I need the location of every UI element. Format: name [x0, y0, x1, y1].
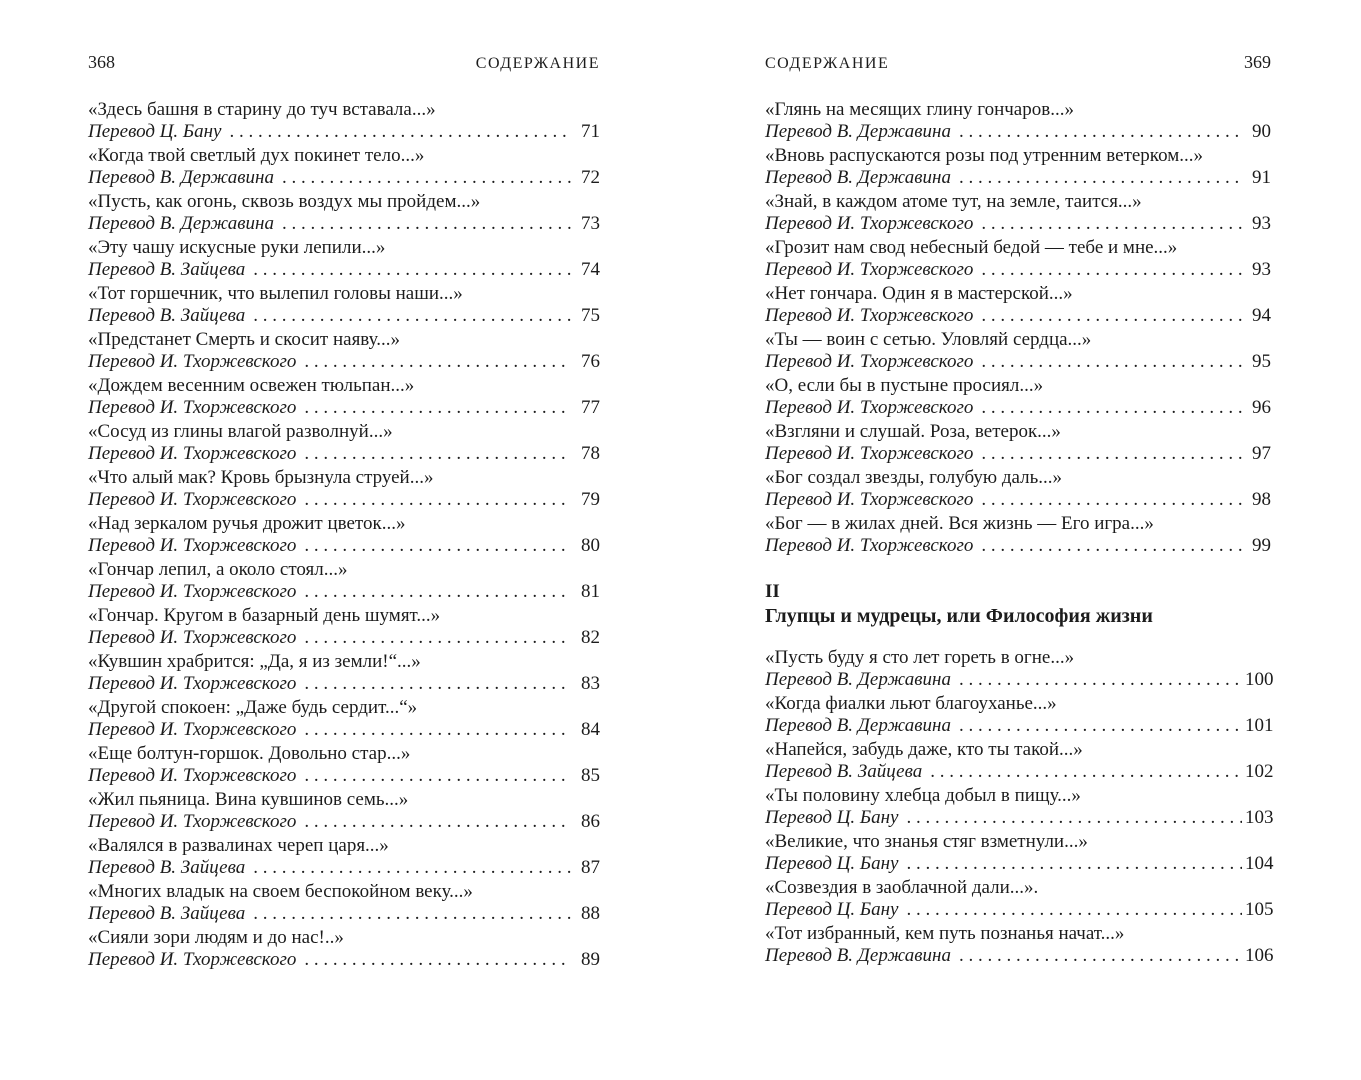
running-head-left	[88, 52, 600, 73]
poem-title: «Созвездия в заоблачной дали...».	[765, 877, 1039, 898]
translator: Перевод Ц. Бану	[88, 121, 222, 142]
toc-entry-line	[88, 167, 600, 189]
dot-leader	[304, 581, 571, 603]
dot-leader	[981, 535, 1242, 557]
translator: Перевод И. Тхоржевского	[765, 535, 974, 556]
poem-title: «Сосуд из глины влагой разволнуй...»	[88, 421, 393, 442]
entry-page-number: 98	[1252, 489, 1271, 510]
toc-entry-line	[88, 443, 600, 465]
entry-page-number: 90	[1252, 121, 1271, 142]
entry-page-number: 105	[1245, 899, 1274, 920]
toc-entry-line	[88, 949, 600, 971]
dot-leader	[981, 259, 1242, 281]
toc-entry	[765, 785, 1274, 829]
poem-title: «Бог — в жилах дней. Вся жизнь — Его игра...»	[765, 513, 1154, 534]
entry-page-number: 101	[1245, 715, 1274, 736]
poem-title: «Когда твой светлый дух покинет тело...»	[88, 145, 425, 166]
toc-entry-line	[765, 669, 1274, 691]
poem-title: «О, если бы в пустыне просиял...»	[765, 375, 1044, 396]
toc-entry	[765, 237, 1271, 281]
dot-leader	[959, 715, 1242, 737]
dot-leader	[229, 121, 571, 143]
toc-entry-line	[88, 121, 600, 143]
toc-entry	[88, 513, 600, 557]
toc-entry-line	[765, 121, 1271, 143]
poem-title: «Кувшин храбрится: „Да, я из земли!“...»	[88, 651, 421, 672]
translator: Перевод И. Тхоржевского	[765, 443, 974, 464]
toc-entry	[765, 831, 1274, 875]
toc-entry-line	[88, 673, 600, 695]
poem-title: «Нет гончара. Один я в мастерской...»	[765, 283, 1073, 304]
toc-entry-line	[765, 443, 1271, 465]
toc-entry	[88, 99, 600, 143]
poem-title: «Дождем весенним освежен тюльпан...»	[88, 375, 415, 396]
toc-entry	[88, 697, 600, 741]
dot-leader	[304, 673, 571, 695]
dot-leader	[981, 489, 1242, 511]
dot-leader	[906, 853, 1242, 875]
page-369	[765, 52, 1274, 973]
dot-leader	[304, 811, 571, 833]
entry-page-number: 73	[581, 213, 600, 234]
toc-entry-line	[88, 351, 600, 373]
toc-entry-line	[88, 857, 600, 879]
dot-leader	[959, 945, 1242, 967]
toc-entry-line	[88, 581, 600, 603]
toc-entry-line	[88, 765, 600, 787]
entry-page-number: 79	[581, 489, 600, 510]
dot-leader	[304, 949, 571, 971]
entry-page-number: 100	[1245, 669, 1274, 690]
toc-entry	[765, 375, 1271, 419]
poem-title: «Многих владык на своем беспокойном веку...»	[88, 881, 473, 902]
toc-entry	[88, 651, 600, 695]
poem-title: «Пусть, как огонь, сквозь воздух мы пройдем...»	[88, 191, 481, 212]
dot-leader	[304, 397, 571, 419]
translator: Перевод И. Тхоржевского	[88, 443, 297, 464]
entry-page-number: 83	[581, 673, 600, 694]
toc-entry-line	[765, 167, 1271, 189]
poem-title: «Ты половину хлебца добыл в пищу...»	[765, 785, 1081, 806]
toc-entry	[88, 605, 600, 649]
translator: Перевод И. Тхоржевского	[765, 351, 974, 372]
poem-title: «Напейся, забудь даже, кто ты такой...»	[765, 739, 1083, 760]
translator: Перевод И. Тхоржевского	[765, 397, 974, 418]
translator: Перевод В. Зайцева	[88, 857, 246, 878]
dot-leader	[304, 627, 571, 649]
entry-page-number: 99	[1252, 535, 1271, 556]
poem-title: «Грозит нам свод небесный бедой — тебе и мне...»	[765, 237, 1178, 258]
translator: Перевод И. Тхоржевского	[88, 719, 297, 740]
toc-entry	[765, 191, 1271, 235]
toc-entry	[88, 927, 600, 971]
entry-page-number: 102	[1245, 761, 1274, 782]
poem-title: «Ты — воин с сетью. Уловляй сердца...»	[765, 329, 1092, 350]
toc-entry	[88, 743, 600, 787]
dot-leader	[282, 213, 571, 235]
dot-leader	[981, 351, 1242, 373]
poem-title: «Предстанет Смерть и скосит наяву...»	[88, 329, 400, 350]
toc-entry-line	[765, 259, 1271, 281]
entry-page-number: 87	[581, 857, 600, 878]
toc-entry-line	[765, 397, 1271, 419]
poem-title: «Взгляни и слушай. Роза, ветерок...»	[765, 421, 1061, 442]
translator: Перевод Ц. Бану	[765, 853, 899, 874]
translator: Перевод И. Тхоржевского	[88, 351, 297, 372]
toc-entry	[88, 375, 600, 419]
poem-title: «Еще болтун-горшок. Довольно стар...»	[88, 743, 411, 764]
dot-leader	[959, 121, 1242, 143]
toc-entry	[88, 835, 600, 879]
entry-page-number: 97	[1252, 443, 1271, 464]
poem-title: «Тот горшечник, что вылепил головы наши...»	[88, 283, 463, 304]
dot-leader	[304, 765, 571, 787]
toc-entry	[765, 421, 1271, 465]
translator: Перевод В. Державина	[88, 167, 274, 188]
toc-entry	[88, 421, 600, 465]
toc-entry-line	[765, 807, 1274, 829]
poem-title: «Тот избранный, кем путь познанья начат...»	[765, 923, 1125, 944]
poem-title: «Знай, в каждом атоме тут, на земле, таится...»	[765, 191, 1142, 212]
toc-entry	[765, 467, 1271, 511]
entry-page-number: 94	[1252, 305, 1271, 326]
toc-entry	[88, 789, 600, 833]
translator: Перевод В. Зайцева	[88, 305, 246, 326]
entry-page-number: 89	[581, 949, 600, 970]
translator: Перевод В. Зайцева	[765, 761, 923, 782]
dot-leader	[906, 899, 1242, 921]
dot-leader	[304, 351, 571, 373]
page-number-right: 369	[1244, 52, 1271, 72]
poem-title: «Бог создал звезды, голубую даль...»	[765, 467, 1063, 488]
translator: Перевод Ц. Бану	[765, 899, 899, 920]
translator: Перевод В. Зайцева	[88, 259, 246, 280]
entry-page-number: 93	[1252, 213, 1271, 234]
poem-title: «Что алый мак? Кровь брызнула струей...»	[88, 467, 434, 488]
dot-leader	[981, 305, 1242, 327]
entry-page-number: 96	[1252, 397, 1271, 418]
translator: Перевод И. Тхоржевского	[88, 627, 297, 648]
toc-entry	[765, 739, 1274, 783]
poem-title: «Вновь распускаются розы под утренним ветерком...»	[765, 145, 1203, 166]
poem-title: «Здесь башня в старину до туч вставала...»	[88, 99, 436, 120]
toc-entry	[88, 237, 600, 281]
toc-entry	[88, 559, 600, 603]
dot-leader	[981, 213, 1242, 235]
translator: Перевод В. Державина	[765, 669, 951, 690]
running-head-right	[765, 52, 1271, 73]
dot-leader	[930, 761, 1242, 783]
translator: Перевод И. Тхоржевского	[88, 535, 297, 556]
poem-title: «Пусть буду я сто лет гореть в огне...»	[765, 647, 1075, 668]
entry-page-number: 81	[581, 581, 600, 602]
entry-page-number: 74	[581, 259, 600, 280]
translator: Перевод И. Тхоржевского	[88, 581, 297, 602]
dot-leader	[959, 167, 1242, 189]
toc-entry-line	[765, 213, 1271, 235]
toc-entry	[88, 145, 600, 189]
toc-entry	[765, 513, 1271, 557]
dot-leader	[304, 443, 571, 465]
dot-leader	[981, 397, 1242, 419]
toc-entry	[765, 877, 1274, 921]
dot-leader	[253, 305, 571, 327]
entry-page-number: 85	[581, 765, 600, 786]
translator: Перевод В. Державина	[765, 945, 951, 966]
entry-page-number: 72	[581, 167, 600, 188]
toc-entry	[88, 467, 600, 511]
dot-leader	[959, 669, 1242, 691]
section-heading	[765, 581, 1271, 629]
entry-page-number: 104	[1245, 853, 1274, 874]
translator: Перевод В. Державина	[88, 213, 274, 234]
toc-entry-line	[765, 945, 1274, 967]
toc-entry-line	[88, 259, 600, 281]
entry-page-number: 77	[581, 397, 600, 418]
toc-entry	[765, 923, 1274, 967]
entry-page-number: 75	[581, 305, 600, 326]
toc-entry-line	[88, 627, 600, 649]
toc-right	[765, 99, 1274, 967]
dot-leader	[304, 719, 571, 741]
section-title: Глупцы и мудрецы, или Философия жизни	[765, 605, 1153, 627]
poem-title: «Когда фиалки льют благоуханье...»	[765, 693, 1057, 714]
poem-title: «Жил пьяница. Вина кувшинов семь...»	[88, 789, 409, 810]
translator: Перевод И. Тхоржевского	[765, 489, 974, 510]
toc-entry	[88, 881, 600, 925]
dot-leader	[253, 857, 571, 879]
translator: Перевод В. Державина	[765, 715, 951, 736]
toc-entry-line	[765, 715, 1274, 737]
entry-page-number: 93	[1252, 259, 1271, 280]
translator: Перевод В. Зайцева	[88, 903, 246, 924]
translator: Перевод И. Тхоржевского	[765, 213, 974, 234]
dot-leader	[253, 903, 571, 925]
running-title-left: СОДЕРЖАНИЕ	[475, 55, 600, 72]
toc-entry-line	[88, 903, 600, 925]
translator: Перевод Ц. Бану	[765, 807, 899, 828]
entry-page-number: 103	[1245, 807, 1274, 828]
poem-title: «Другой спокоен: „Даже будь сердит...“»	[88, 697, 418, 718]
toc-entry-line	[765, 351, 1271, 373]
toc-entry-line	[88, 811, 600, 833]
toc-entry	[88, 329, 600, 373]
entry-page-number: 82	[581, 627, 600, 648]
toc-entry	[88, 191, 600, 235]
page-number-left: 368	[88, 52, 115, 72]
entry-page-number: 86	[581, 811, 600, 832]
toc-entry	[765, 329, 1271, 373]
dot-leader	[253, 259, 571, 281]
poem-title: «Эту чашу искусные руки лепили...»	[88, 237, 386, 258]
translator: Перевод В. Державина	[765, 167, 951, 188]
toc-left	[88, 99, 600, 971]
poem-title: «Сияли зори людям и до нас!..»	[88, 927, 344, 948]
toc-entry	[765, 693, 1274, 737]
toc-entry-line	[765, 305, 1271, 327]
toc-entry-line	[88, 397, 600, 419]
poem-title: «Над зеркалом ручья дрожит цветок...»	[88, 513, 406, 534]
dot-leader	[282, 167, 571, 189]
running-title-right: СОДЕРЖАНИЕ	[765, 55, 890, 72]
dot-leader	[981, 443, 1242, 465]
poem-title: «Глянь на месящих глину гончаров...»	[765, 99, 1074, 120]
toc-entry-line	[88, 489, 600, 511]
poem-title: «Гончар лепил, а около стоял...»	[88, 559, 348, 580]
translator: Перевод И. Тхоржевского	[88, 811, 297, 832]
entry-page-number: 88	[581, 903, 600, 924]
dot-leader	[304, 489, 571, 511]
toc-entry	[88, 283, 600, 327]
entry-page-number: 78	[581, 443, 600, 464]
translator: Перевод И. Тхоржевского	[765, 259, 974, 280]
dot-leader	[304, 535, 571, 557]
translator: Перевод И. Тхоржевского	[765, 305, 974, 326]
toc-entry	[765, 99, 1271, 143]
entry-page-number: 84	[581, 719, 600, 740]
translator: Перевод И. Тхоржевского	[88, 949, 297, 970]
toc-entry-line	[765, 853, 1274, 875]
toc-entry	[765, 647, 1274, 691]
entry-page-number: 80	[581, 535, 600, 556]
toc-entry-line	[88, 213, 600, 235]
section-number: II	[765, 581, 780, 602]
poem-title: «Гончар. Кругом в базарный день шумят...»	[88, 605, 441, 626]
translator: Перевод И. Тхоржевского	[88, 397, 297, 418]
page-368	[88, 52, 600, 973]
translator: Перевод В. Державина	[765, 121, 951, 142]
toc-entry-line	[765, 761, 1274, 783]
toc-entry-line	[765, 489, 1271, 511]
entry-page-number: 95	[1252, 351, 1271, 372]
entry-page-number: 76	[581, 351, 600, 372]
toc-entry-line	[765, 535, 1271, 557]
dot-leader	[906, 807, 1242, 829]
toc-entry	[765, 145, 1271, 189]
poem-title: «Великие, что знанья стяг взметнули...»	[765, 831, 1088, 852]
toc-entry-line	[88, 719, 600, 741]
translator: Перевод И. Тхоржевского	[88, 765, 297, 786]
entry-page-number: 71	[581, 121, 600, 142]
toc-entry	[765, 283, 1271, 327]
translator: Перевод И. Тхоржевского	[88, 673, 297, 694]
entry-page-number: 106	[1245, 945, 1274, 966]
toc-entry-line	[765, 899, 1274, 921]
poem-title: «Валялся в развалинах череп царя...»	[88, 835, 389, 856]
entry-page-number: 91	[1252, 167, 1271, 188]
translator: Перевод И. Тхоржевского	[88, 489, 297, 510]
toc-entry-line	[88, 305, 600, 327]
toc-entry-line	[88, 535, 600, 557]
